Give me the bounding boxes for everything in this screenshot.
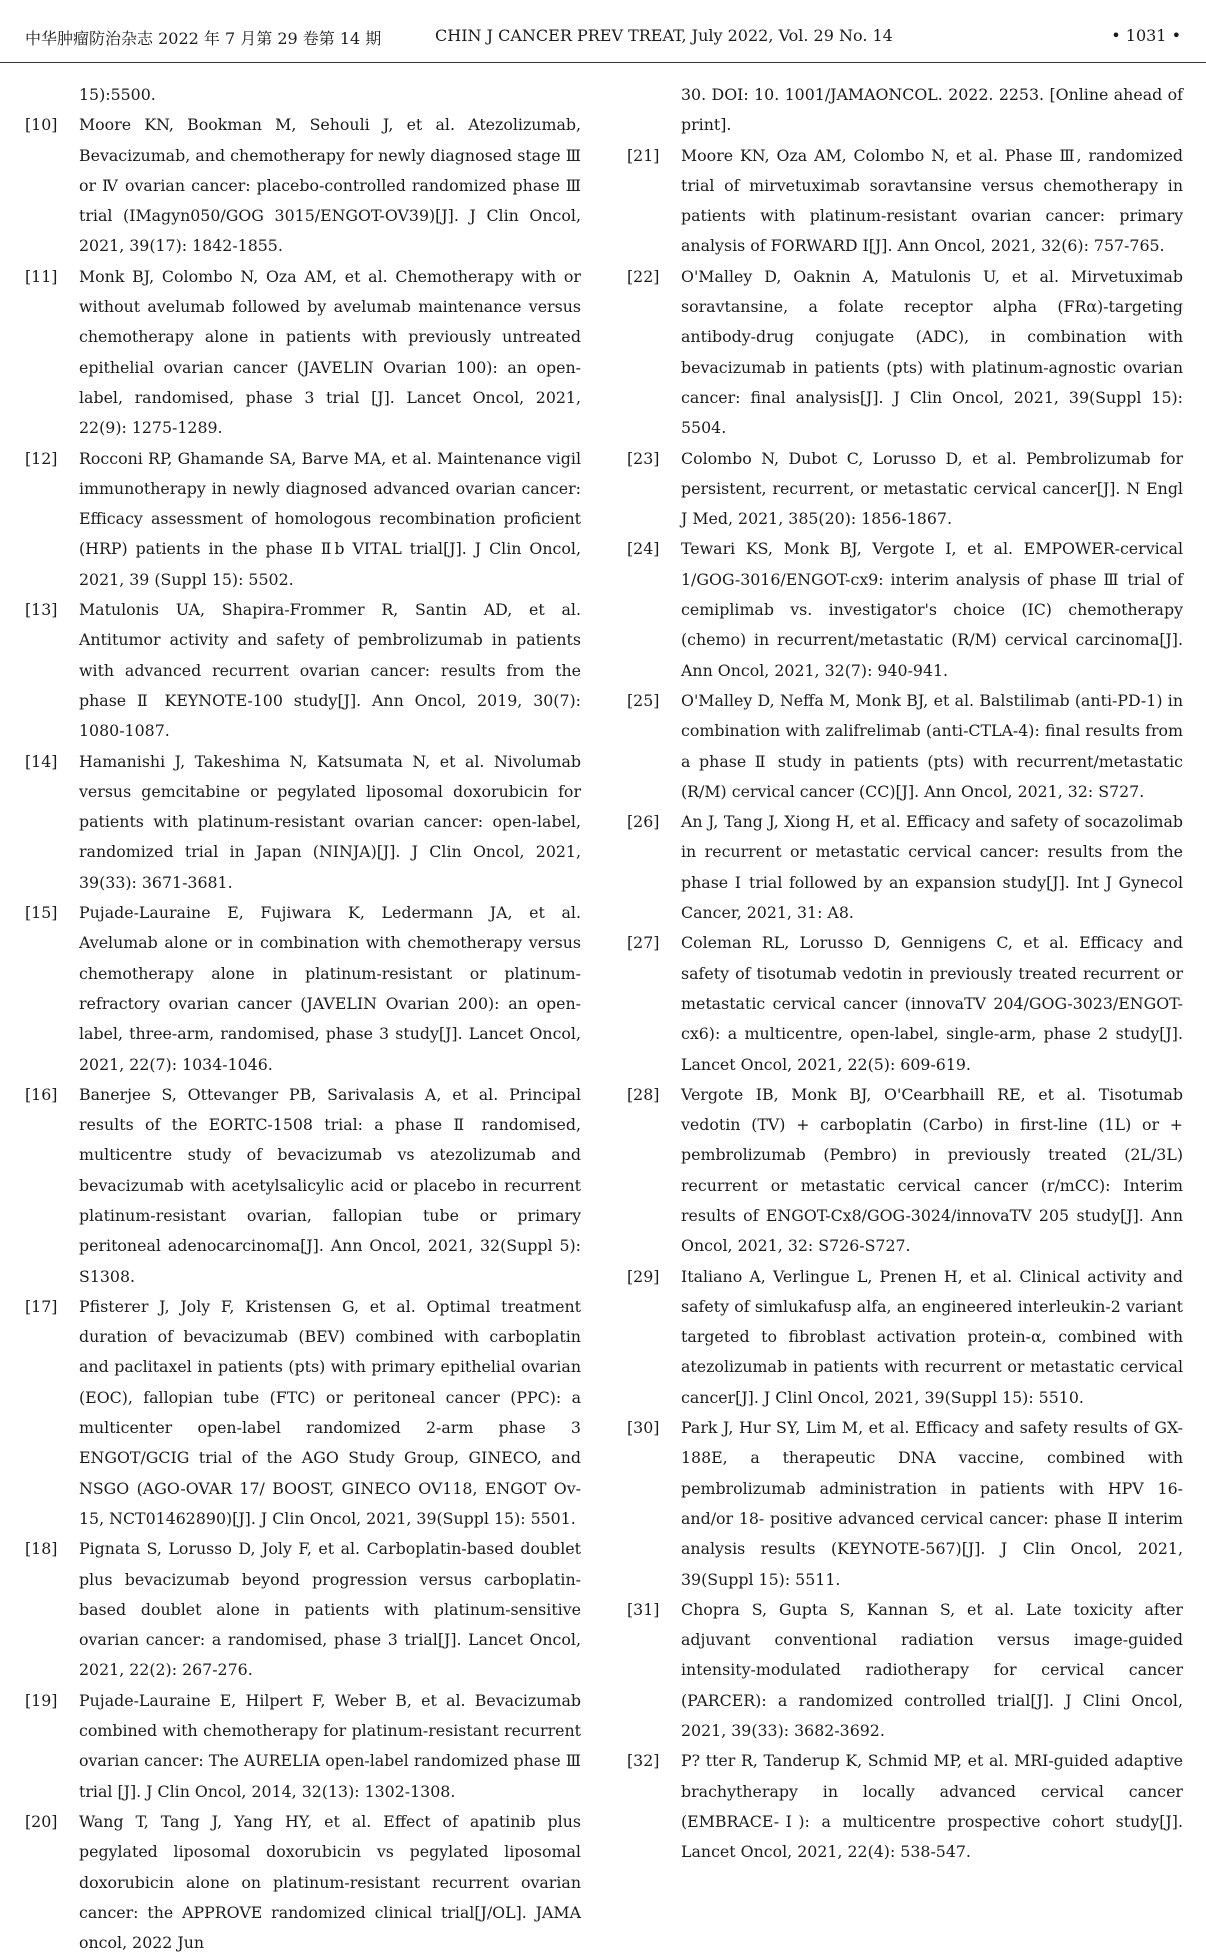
header-cn-journal: 中华肿瘤防治杂志 2022 年 7 月第 29 卷第 14 期 xyxy=(25,29,382,48)
reference-number: [16] xyxy=(25,1084,58,1104)
reference-number: [24] xyxy=(627,539,660,559)
reference-entry xyxy=(25,262,581,444)
reference-text: An J, Tang J, Xiong H, et al. Efficacy and safety of socazolimab in recurrent or metastatic cervical cancer: results from the phase Ⅰ trial followed by an expansion study[J]. Int J Gynecol Cancer, 2021, 31: A8. xyxy=(681,812,1183,923)
reference-entry xyxy=(627,444,1183,535)
reference-entry xyxy=(627,262,1183,444)
reference-entry xyxy=(25,444,581,595)
reference-entry xyxy=(627,1262,1183,1413)
reference-number: [19] xyxy=(25,1690,58,1710)
reference-continuation: 30. DOI: 10. 1001/JAMAONCOL. 2022. 2253. [Online ahead of print]. xyxy=(681,85,1183,135)
reference-entry xyxy=(627,807,1183,928)
reference-text: Italiano A, Verlingue L, Prenen H, et al. Clinical activity and safety of simlukafusp alfa, an engineered interleukin-2 variant targeted to fibroblast activation protein-α, combined with atezolizumab in patients with recurrent or metastatic cervical cancer[J]. J Clinl Oncol, 2021, 39(Suppl 15): 5510. xyxy=(681,1266,1183,1407)
running-header xyxy=(25,26,1181,52)
reference-number: [32] xyxy=(627,1751,660,1771)
left-column xyxy=(25,80,581,1958)
reference-number: [17] xyxy=(25,1296,58,1316)
reference-entry xyxy=(25,747,581,898)
header-divider xyxy=(0,62,1206,63)
reference-text: Pfisterer J, Joly F, Kristensen G, et al. Optimal treatment duration of bevacizumab (BEV) combined with carboplatin and paclitaxel in patients (pts) with primary epithelial ovarian (EOC), fallopian tube (FTC) or peritoneal cancer (PPC): a multicenter open-label randomized 2-arm phase 3 ENGOT/GCIG trial of the AGO Study Group, GINECO, and NSGO (AGO-OVAR 17/ BOOST, GINECO OV118, ENGOT Ov-15, NCT01462890)[J]. J Clin Oncol, 2021, 39(Suppl 15): 5501. xyxy=(79,1296,581,1528)
reference-text: P? tter R, Tanderup K, Schmid MP, et al. MRI-guided adaptive brachytherapy in locally advanced cervical cancer (EMBRACE-Ⅰ): a multicentre prospective cohort study[J]. Lancet Oncol, 2021, 22(4): 538-547. xyxy=(681,1751,1183,1862)
reference-text: Hamanishi J, Takeshima N, Katsumata N, et al. Nivolumab versus gemcitabine or pegylated liposomal doxorubicin for patients with platinum-resistant ovarian cancer: open-label, randomized trial in Japan (NINJA)[J]. J Clin Oncol, 2021, 39(33): 3671-3681. xyxy=(79,751,581,892)
reference-entry xyxy=(627,1080,1183,1262)
reference-number: [20] xyxy=(25,1811,58,1831)
reference-text: Banerjee S, Ottevanger PB, Sarivalasis A, et al. Principal results of the EORTC-1508 trial: a phase Ⅱ randomised, multicentre study of bevacizumab vs atezolizumab and bevacizumab with acetylsalicylic acid or placebo in recurrent platinum-resistant ovarian, fallopian tube or primary peritoneal adenocarcinoma[J]. Ann Oncol, 2021, 32(Suppl 5): S1308. xyxy=(79,1084,581,1286)
reference-text: O'Malley D, Neffa M, Monk BJ, et al. Balstilimab (anti-PD-1) in combination with zalifrelimab (anti-CTLA-4): final results from a phase Ⅱ study in patients (pts) with recurrent/metastatic (R/M) cervical cancer (CC)[J]. Ann Oncol, 2021, 32: S727. xyxy=(681,690,1183,801)
reference-continuation: 15):5500. xyxy=(79,85,156,104)
reference-number: [14] xyxy=(25,751,58,771)
reference-entry xyxy=(25,1292,581,1534)
reference-number: [12] xyxy=(25,448,58,468)
reference-text: Pujade-Lauraine E, Fujiwara K, Ledermann JA, et al. Avelumab alone or in combination with chemotherapy versus chemotherapy alone in platinum-resistant or platinum-refractory ovarian cancer (JAVELIN Ovarian 200): an open-label, three-arm, randomised, phase 3 study[J]. Lancet Oncol, 2021, 22(7): 1034-1046. xyxy=(79,903,581,1074)
reference-number: [31] xyxy=(627,1599,660,1619)
page-number: • 1031 • xyxy=(1111,26,1181,45)
reference-number: [18] xyxy=(25,1539,58,1559)
reference-text: Coleman RL, Lorusso D, Gennigens C, et al. Efficacy and safety of tisotumab vedotin in previously treated recurrent or metastatic cervical cancer (innovaTV 204/GOG-3023/ENGOT-cx6): a multicentre, open-label, single-arm, phase 2 study[J]. Lancet Oncol, 2021, 22(5): 609-619. xyxy=(681,933,1183,1074)
reference-number: [26] xyxy=(627,812,660,832)
reference-text: Rocconi RP, Ghamande SA, Barve MA, et al. Maintenance vigil immunotherapy in newly diagnosed advanced ovarian cancer: Efficacy assessment of homologous recombination proficient (HRP) patients in the phase Ⅱb VITAL trial[J]. J Clin Oncol, 2021, 39 (Suppl 15): 5502. xyxy=(79,448,581,589)
reference-number: [23] xyxy=(627,448,660,468)
reference-text: Pignata S, Lorusso D, Joly F, et al. Carboplatin-based doublet plus bevacizumab beyond progression versus carboplatin-based doublet alone in patients with platinum-sensitive ovarian cancer: a randomised, phase 3 trial[J]. Lancet Oncol, 2021, 22(2): 267-276. xyxy=(79,1539,581,1680)
reference-entry xyxy=(627,1746,1183,1867)
reference-entry xyxy=(627,534,1183,685)
reference-number: [27] xyxy=(627,933,660,953)
reference-entry xyxy=(25,110,581,261)
reference-entry xyxy=(627,141,1183,262)
reference-text: Colombo N, Dubot C, Lorusso D, et al. Pembrolizumab for persistent, recurrent, or metastatic cervical cancer[J]. N Engl J Med, 2021, 385(20): 1856-1867. xyxy=(681,448,1183,529)
reference-number: [21] xyxy=(627,145,660,165)
reference-text: Wang T, Tang J, Yang HY, et al. Effect of apatinib plus pegylated liposomal doxorubicin vs pegylated liposomal doxorubicin alone on platinum-resistant recurrent ovarian cancer: the APPROVE randomized clinical trial[J/OL]. JAMA oncol, 2022 Jun xyxy=(79,1811,581,1953)
reference-text: Monk BJ, Colombo N, Oza AM, et al. Chemotherapy with or without avelumab followed by avelumab maintenance versus chemotherapy alone in patients with previously untreated epithelial ovarian cancer (JAVELIN Ovarian 100): an open-label, randomised, phase 3 trial [J]. Lancet Oncol, 2021, 22(9): 1275-1289. xyxy=(79,266,581,438)
reference-entry xyxy=(627,1413,1183,1595)
reference-number: [11] xyxy=(25,266,58,286)
reference-number: [25] xyxy=(627,690,660,710)
reference-number: [15] xyxy=(25,903,58,923)
reference-text: Matulonis UA, Shapira-Frommer R, Santin AD, et al. Antitumor activity and safety of pembrolizumab in patients with advanced recurrent ovarian cancer: results from the phase Ⅱ KEYNOTE-100 study[J]. Ann Oncol, 2019, 30(7): 1080-1087. xyxy=(79,600,581,741)
reference-text: Pujade-Lauraine E, Hilpert F, Weber B, et al. Bevacizumab combined with chemotherapy for platinum-resistant recurrent ovarian cancer: The AURELIA open-label randomized phase Ⅲ trial [J]. J Clin Oncol, 2014, 32(13): 1302-1308. xyxy=(79,1690,581,1801)
reference-number: [10] xyxy=(25,115,58,135)
reference-text: O'Malley D, Oaknin A, Matulonis U, et al. Mirvetuximab soravtansine, a folate receptor alpha (FRα)-targeting antibody-drug conjugate (ADC), in combination with bevacizumab in patients (pts) with platinum-agnostic ovarian cancer: final analysis[J]. J Clin Oncol, 2021, 39(Suppl 15): 5504. xyxy=(681,266,1183,438)
reference-entry xyxy=(627,686,1183,807)
reference-entry xyxy=(25,1080,581,1292)
right-column xyxy=(627,80,1183,1868)
reference-text: Tewari KS, Monk BJ, Vergote I, et al. EMPOWER-cervical 1/GOG-3016/ENGOT-cx9: interim analysis of phase Ⅲ trial of cemiplimab vs. investigator's choice (IC) chemotherapy (chemo) in recurrent/metastatic (R/M) cervical carcinoma[J]. Ann Oncol, 2021, 32(7): 940-941. xyxy=(681,539,1183,680)
reference-text: Vergote IB, Monk BJ, O'Cearbhaill RE, et al. Tisotumab vedotin (TV) + carboplatin (Carbo) in first-line (1L) or + pembrolizumab (Pembro) in previously treated (2L/3L) recurrent or metastatic cervical cancer (r/mCC): Interim results of ENGOT-Cx8/GOG-3024/innovaTV 205 study[J]. Ann Oncol, 2021, 32: S726-S727. xyxy=(681,1084,1183,1256)
reference-number: [28] xyxy=(627,1084,660,1104)
reference-text: Chopra S, Gupta S, Kannan S, et al. Late toxicity after adjuvant conventional radiation versus image-guided intensity-modulated radiotherapy for cervical cancer (PARCER): a randomized controlled trial[J]. J Clini Oncol, 2021, 39(33): 3682-3692. xyxy=(681,1599,1183,1741)
reference-entry xyxy=(25,1807,581,1958)
header-en-journal: CHIN J CANCER PREV TREAT, July 2022, Vol. 29 No. 14 xyxy=(435,26,893,45)
reference-text: Moore KN, Oza AM, Colombo N, et al. Phase Ⅲ, randomized trial of mirvetuximab soravtansine versus chemotherapy in patients with platinum-resistant ovarian cancer: primary analysis of FORWARD Ⅰ[J]. Ann Oncol, 2021, 32(6): 757-765. xyxy=(681,145,1183,256)
reference-entry xyxy=(627,1595,1183,1746)
reference-entry xyxy=(627,928,1183,1079)
reference-entry xyxy=(25,1686,581,1807)
reference-entry xyxy=(25,595,581,746)
reference-text: Park J, Hur SY, Lim M, et al. Efficacy and safety results of GX-188E, a therapeutic DNA vaccine, combined with pembrolizumab administration in patients with HPV 16- and/or 18- positive advanced cervical cancer: phase Ⅱ interim analysis results (KEYNOTE-567)[J]. J Clin Oncol, 2021, 39(Suppl 15): 5511. xyxy=(681,1418,1183,1589)
reference-entry xyxy=(25,1534,581,1685)
reference-text: Moore KN, Bookman M, Sehouli J, et al. Atezolizumab, Bevacizumab, and chemotherapy for newly diagnosed stage Ⅲ or Ⅳ ovarian cancer: placebo-controlled randomized phase Ⅲ trial (IMagyn050/GOG 3015/ENGOT-OV39)[J]. J Clin Oncol, 2021, 39(17): 1842-1855. xyxy=(79,115,581,256)
reference-number: [29] xyxy=(627,1266,660,1286)
reference-number: [30] xyxy=(627,1418,660,1438)
reference-entry xyxy=(25,898,581,1080)
reference-number: [13] xyxy=(25,600,58,620)
reference-number: [22] xyxy=(627,266,660,286)
